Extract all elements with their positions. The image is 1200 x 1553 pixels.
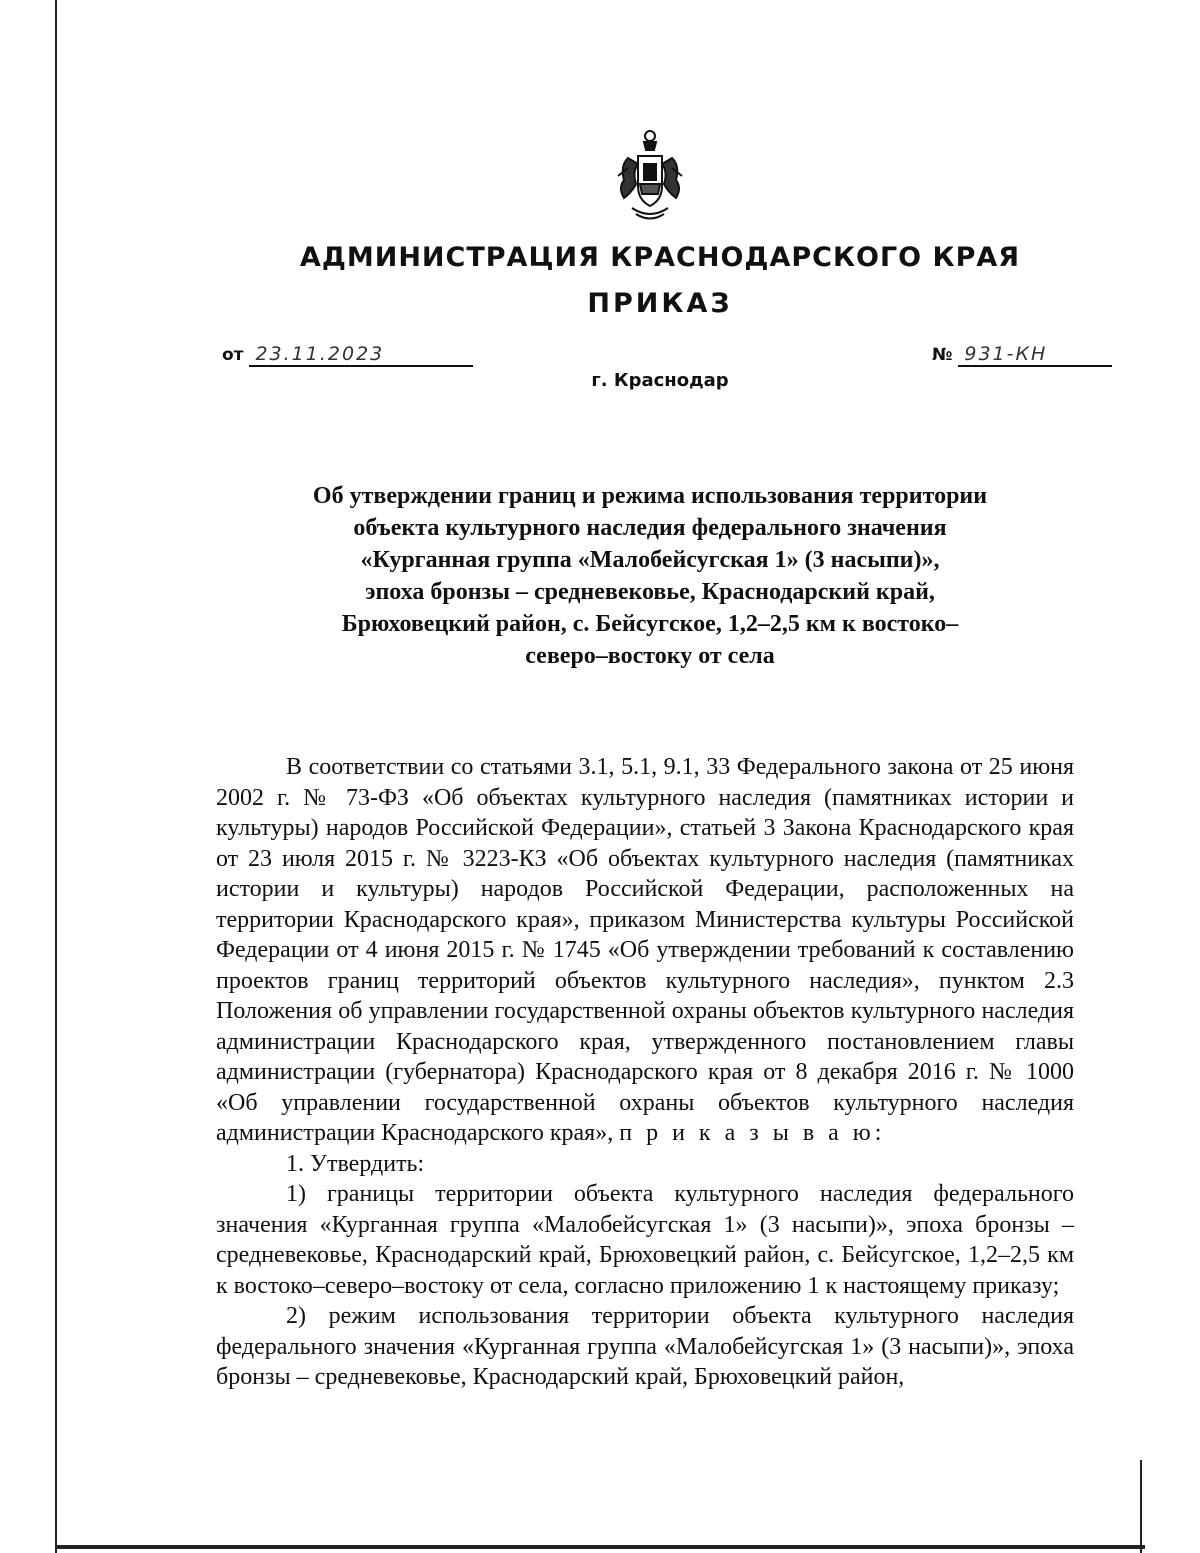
order-word: п р и к а з ы в а ю:	[619, 1120, 886, 1146]
subject-line: Брюховецкий район, с. Бейсугское, 1,2–2,5 км к востоко–	[341, 611, 959, 637]
subject-line: эпоха бронзы – средневековье, Краснодарский край,	[365, 579, 935, 605]
city: г. Краснодар	[591, 370, 729, 391]
document-type-title: ПРИКАЗ	[587, 288, 733, 319]
item-1: 1. Утвердить:	[286, 1150, 425, 1177]
preamble-text: В соответствии со статьями 3.1, 5.1, 9.1, 33 Федерального закона от 25 июня 2002 г. № 73-ФЗ «Об объектах культурного наследия (памятниках истории и культуры) народов Российской Федерации», статьей 3 Закона Краснодарского края от 23 июля 2015 г. № 3223-КЗ «Об объектах культурного наследия (памятниках истории и культуры) народов Российской Федерации, расположенных на территории Краснодарского края», приказом Министерства культуры Российской Федерации от 4 июня 2015 г. № 1745 «Об утверждении требований к составлению проектов границ территорий объектов культурного наследия», пунктом 2.3 Положения об управлении государственной охраны объектов культурного наследия администрации Краснодарского края, утвержденного постановлением главы администрации (губернатора) Краснодарского края от 8 декабря 2016 г. № 1000 «Об управлении государственной охраны объектов культурного наследия администрации Краснодарского края»,	[216, 754, 1074, 1146]
date-field	[222, 343, 473, 367]
preamble-paragraph	[216, 752, 1074, 1149]
scan-edge-left	[55, 0, 57, 1553]
subject-line: Об утверждении границ и режима использования территории	[312, 483, 988, 509]
organization-title: АДМИНИСТРАЦИЯ КРАСНОДАРСКОГО КРАЯ	[299, 242, 1021, 273]
subject-line: объекта культурного наследия федерального значения	[353, 515, 947, 541]
scan-edge-bottom	[55, 1545, 1145, 1549]
date-label: от	[222, 345, 244, 365]
subject-line: северо–востоку от села	[525, 643, 775, 669]
number-field	[932, 343, 1112, 367]
item-1-2: 2) режим использования территории объекта культурного наследия федерального значения «Курганная группа «Малобейсугская 1» (3 насыпи)», эпоха бронзы – средневековье, Краснодарский край, Брюховецкий район,	[216, 1303, 1074, 1390]
subject-line: «Курганная группа «Малобейсугская 1» (3 насыпи)»,	[360, 547, 940, 573]
number-value: 931-КН	[958, 343, 1112, 367]
date-value: 23.11.2023	[249, 343, 473, 367]
document-body	[216, 752, 1074, 1393]
item-1-1: 1) границы территории объекта культурного наследия федерального значения «Курганная группа «Малобейсугская 1» (3 насыпи)», эпоха бронзы – средневековье, Краснодарский край, Брюховецкий район, с. Бейсугское, 1,2–2,5 км к востоко–северо–востоку от села, согласно приложению 1 к настоящему приказу;	[216, 1181, 1074, 1299]
document-subject	[250, 480, 1050, 672]
scan-edge-right	[1140, 1460, 1142, 1553]
number-label: №	[932, 345, 953, 365]
coat-of-arms-icon	[610, 128, 690, 223]
